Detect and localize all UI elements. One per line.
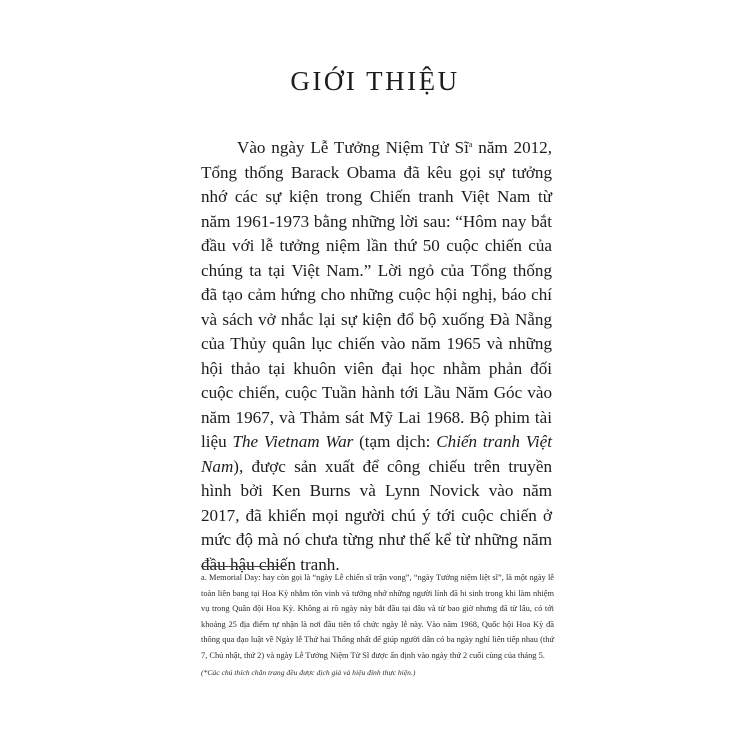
footnotes [201,570,554,680]
body-text-part-3: (tạm dịch: [353,432,437,451]
body-text-part-4: ), được sản xuất để công chiếu trên truyền hình bởi Ken Burns và Lynn Novick vào năm 2017, đã khiến mọi người chú ý tới cuộc chiến ở mức độ mà nó chưa từng như thế kể từ những năm đầu hậu chiến tranh. [201,456,552,574]
film-title-vietnamese: Chiến tranh Việt Nam [201,432,553,476]
body-text-part-1: Vào ngày Lễ Tưởng Niệm Tử Sĩ [237,138,469,157]
footnote-marker: a [468,140,473,149]
footnote-a: a. Memorial Day: hay còn gọi là “ngày Lễ chiến sĩ trận vong”, “ngày Tưởng niệm liệt sĩ”, là một ngày lễ toàn liên bang tại Hoa Kỳ nhằm tôn vinh và tưởng nhớ những người lính đã hi sinh trong khi làm nhiệm vụ trong Quân đội Hoa Kỳ. Không ai rõ ngày này bắt đầu tại đâu và từ bao giờ nhưng đã từ lâu, có tới khoảng 25 địa điểm tự nhận là nơi đầu tiên tổ chức ngày lễ này. Vào năm 1968, Quốc hội Hoa Kỳ đã thông qua đạo luật về Ngày lễ Thứ hai Thống nhất để giúp người dân có ba ngày nghỉ liên tiếp nhau (thứ 7, Chủ nhật, thứ 2) và ngày Lễ Tưởng Niệm Tử Sĩ được ấn định vào ngày thứ 2 cuối cùng của tháng 5. [201,573,554,660]
page-title: GIỚI THIỆU [290,66,460,96]
footnote-divider [201,566,285,567]
footnote-translator-note: (*Các chú thích chân trang đều được dịch giả và hiệu đính thực hiện.) [201,667,416,677]
film-title: The Vietnam War [232,432,354,451]
body-paragraph [201,136,552,577]
body-text-part-2: năm 2012, Tổng thống Barack Obama đã kêu gọi sự tưởng nhớ các sự kiện trong Chiến tranh Việt Nam từ năm 1961-1973 bằng những lời sau: “Hôm nay bắt đầu với lễ tưởng niệm lần thứ 50 cuộc chiến của chúng ta tại Việt Nam.” Lời ngỏ của Tổng thống đã tạo cảm hứng cho những cuộc hội nghị, báo chí và sách vở nhắc lại sự kiện đổ bộ xuống Đà Nẵng của Thủy quân lục chiến vào năm 1965 và những hội thảo tại khuôn viên đại học nhằm phản đối cuộc chiến, cuộc Tuần hành tới Lầu Năm Góc vào năm 1967, và Thảm sát Mỹ Lai 1968. Bộ phim tài liệu [201,138,552,451]
